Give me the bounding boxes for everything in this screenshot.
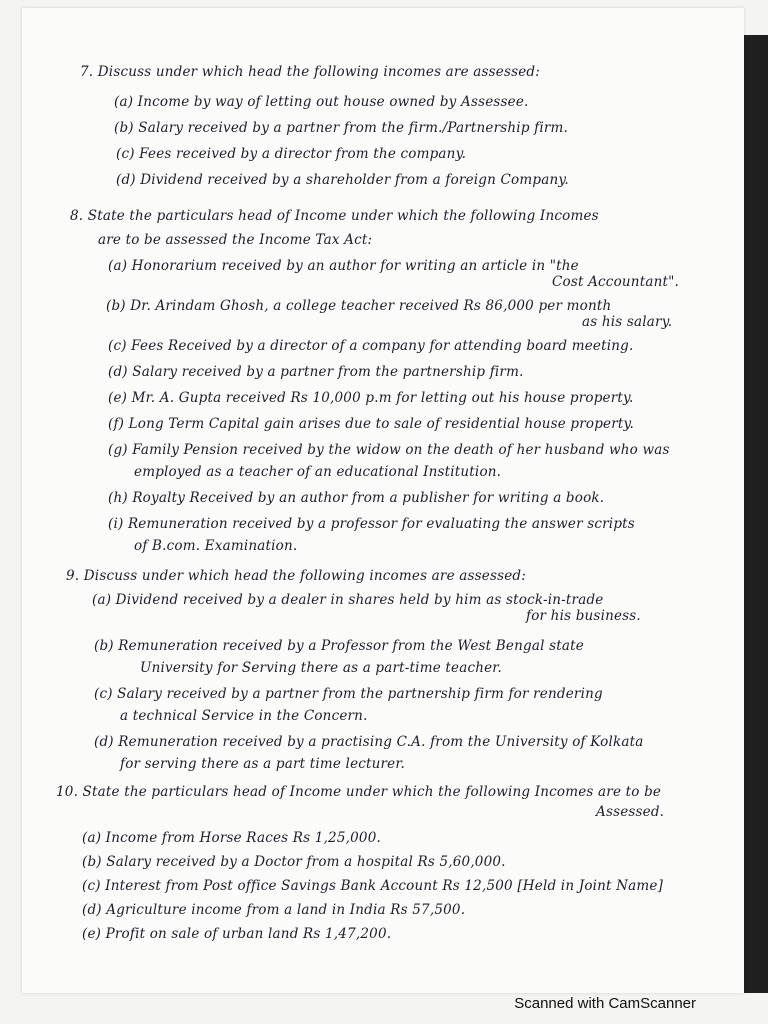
q10-item-e: (e) Profit on sale of urban land Rs 1,47,200.	[82, 926, 392, 942]
q7-item-b: (b) Salary received by a partner from the firm./Partnership firm.	[114, 120, 569, 136]
q10-heading: 10. State the particulars head of Income under which the following Incomes are to be	[56, 784, 662, 800]
q8-item-d: (d) Salary received by a partner from the partnership firm.	[108, 364, 524, 380]
q10-item-d: (d) Agriculture income from a land in India Rs 57,500.	[82, 902, 466, 918]
q7-item-c: (c) Fees received by a director from the company.	[116, 146, 467, 162]
q8-item-a: (a) Honorarium received by an author for writing an article in "the	[108, 258, 579, 274]
q10-item-b: (b) Salary received by a Doctor from a hospital Rs 5,60,000.	[82, 854, 506, 870]
q8-item-e: (e) Mr. A. Gupta received Rs 10,000 p.m for letting out his house property.	[108, 390, 634, 406]
q10-heading-cont: Assessed.	[596, 804, 665, 820]
q8-item-a-cont: Cost Accountant".	[552, 274, 679, 290]
q8-item-g: (g) Family Pension received by the widow on the death of her husband who was	[108, 442, 670, 458]
q8-item-i-cont: of B.com. Examination.	[134, 538, 298, 554]
q8-item-b: (b) Dr. Arindam Ghosh, a college teacher received Rs 86,000 per month	[106, 298, 612, 314]
q9-item-c: (c) Salary received by a partner from the partnership firm for rendering	[94, 686, 603, 702]
q9-item-d: (d) Remuneration received by a practising C.A. from the University of Kolkata	[94, 734, 644, 750]
q10-item-a: (a) Income from Horse Races Rs 1,25,000.	[82, 830, 381, 846]
q7-item-d: (d) Dividend received by a shareholder from a foreign Company.	[116, 172, 569, 188]
q8-item-h: (h) Royalty Received by an author from a publisher for writing a book.	[108, 490, 605, 506]
q9-item-a: (a) Dividend received by a dealer in shares held by him as stock-in-trade	[92, 592, 604, 608]
q8-item-c: (c) Fees Received by a director of a company for attending board meeting.	[108, 338, 634, 354]
q9-item-b-cont: University for Serving there as a part-time teacher.	[140, 660, 502, 676]
q8-item-f: (f) Long Term Capital gain arises due to sale of residential house property.	[108, 416, 635, 432]
q7-item-a: (a) Income by way of letting out house owned by Assessee.	[114, 94, 529, 110]
q9-item-d-cont: for serving there as a part time lecturer.	[120, 756, 406, 772]
q9-heading: 9. Discuss under which head the following incomes are assessed:	[66, 568, 526, 584]
handwritten-page	[22, 8, 744, 993]
q9-item-c-cont: a technical Service in the Concern.	[120, 708, 368, 724]
q8-item-i: (i) Remuneration received by a professor for evaluating the answer scripts	[108, 516, 635, 532]
q7-heading: 7. Discuss under which head the following incomes are assessed:	[80, 64, 540, 80]
page-shadow-edge	[742, 35, 768, 993]
q8-heading: 8. State the particulars head of Income under which the following Incomes	[70, 208, 599, 224]
q8-heading-cont: are to be assessed the Income Tax Act:	[98, 232, 373, 248]
q8-item-b-cont: as his salary.	[582, 314, 673, 330]
q8-item-g-cont: employed as a teacher of an educational Institution.	[134, 464, 502, 480]
q9-item-a-cont: for his business.	[526, 608, 641, 624]
q10-item-c: (c) Interest from Post office Savings Bank Account Rs 12,500 [Held in Joint Name]	[82, 878, 664, 894]
camscanner-watermark: Scanned with CamScanner	[514, 995, 696, 1012]
q9-item-b: (b) Remuneration received by a Professor from the West Bengal state	[94, 638, 584, 654]
